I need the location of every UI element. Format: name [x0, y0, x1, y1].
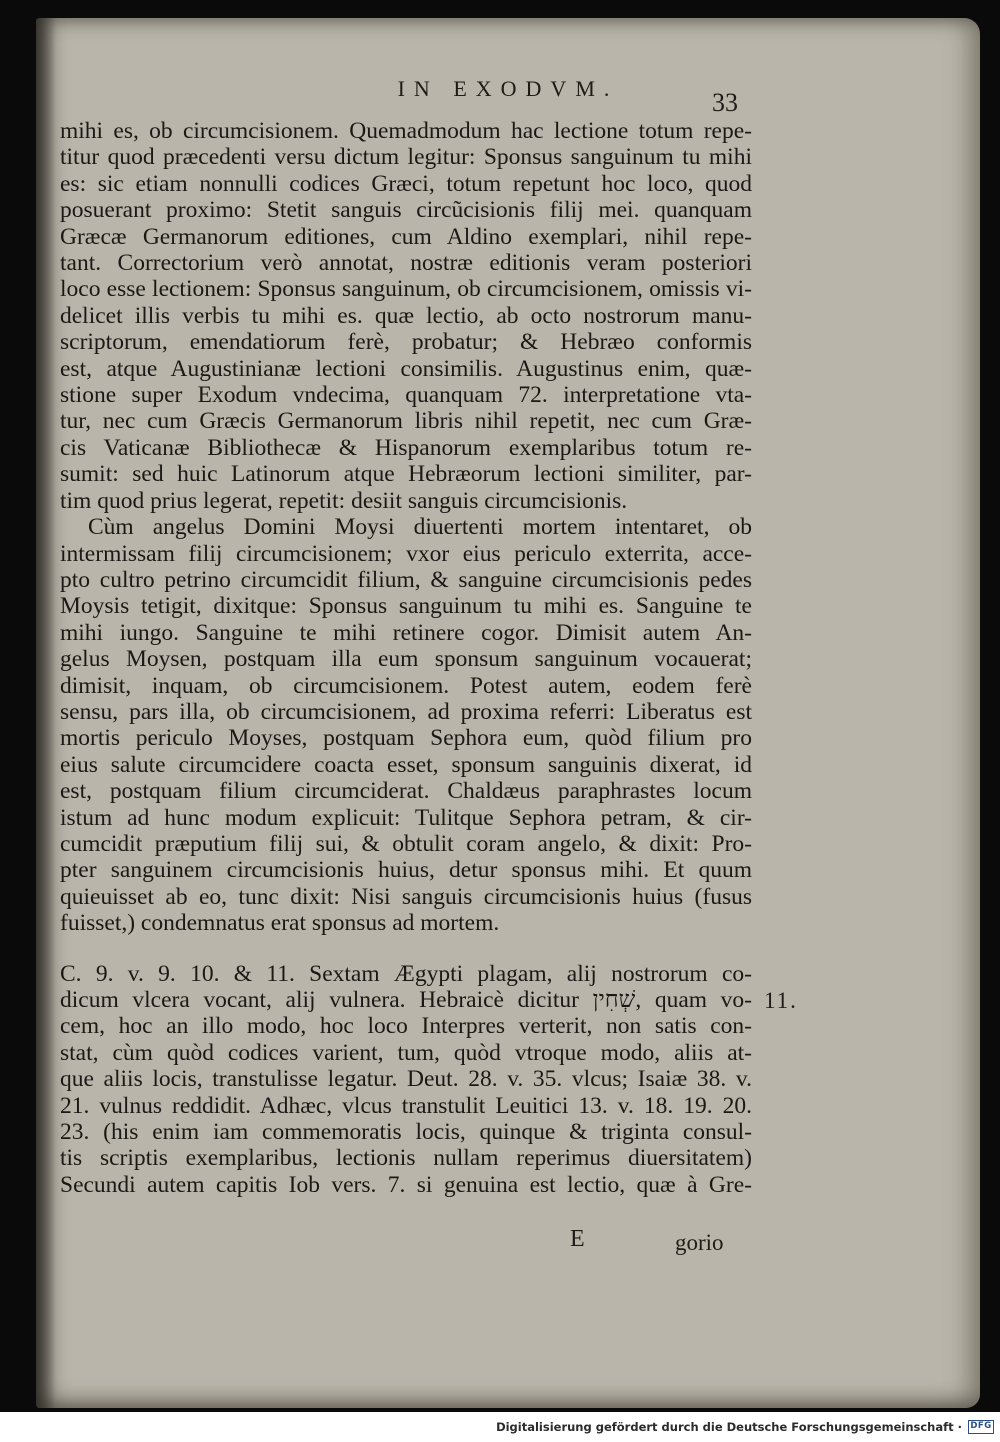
text-line: Secundi autem capitis Iob vers. 7. si genuina est lectio, quæ à Gre- — [60, 1171, 752, 1198]
margin-note: 11. — [764, 988, 798, 1013]
text-line: gelus Moysen, postquam illa eum sponsum sanguinum vocauerat; — [60, 646, 752, 673]
text-line: pter sanguinem circumcisionis huius, detur sponsus mihi. Et quum — [60, 857, 752, 884]
text-line: tis scriptis exemplaribus, lectionis nullam reperimus diuersitatem) — [60, 1145, 752, 1172]
text-line: delicet illis verbis tu mihi es. quæ lectio, ab octo nostrorum manu- — [60, 302, 752, 329]
book-page — [36, 18, 980, 1408]
text-line: est, postquam filium circumciderat. Chaldæus paraphrastes locum — [60, 778, 752, 805]
page-number: 33 — [712, 88, 738, 117]
text-line: tant. Correctorium verò annotat, nostræ editionis veram posteriori — [60, 250, 752, 277]
text-line: dicum vlcera vocant, alij vulnera. Hebraicè dicitur שְׁחִין, quam vo- — [60, 987, 752, 1013]
text-line: 23. (his enim iam commemoratis locis, quinque & triginta consul- — [60, 1119, 752, 1146]
text-line: eius salute circumcidere coacta esset, sponsum sanguinis dixerat, id — [60, 751, 752, 778]
main-text — [60, 118, 752, 1198]
paragraph-1 — [60, 118, 752, 514]
text-line: intermissam filij circumcisionem; vxor eius periculo exterrita, acce- — [60, 540, 752, 567]
text-line: sumit: sed huic Latinorum atque Hebræorum lectioni similiter, par- — [60, 461, 752, 488]
page-binding-shadow — [36, 18, 56, 1408]
text-line: scriptorum, emendatiorum ferè, probatur; & Hebræo conformis — [60, 329, 752, 356]
text-line: stat, cùm quòd codices varient, tum, quòd vtroque modo, aliis at- — [60, 1039, 752, 1066]
text-line: istum ad hunc modum explicuit: Tulitque Sephora petram, & cir- — [60, 804, 752, 831]
text-line: mihi iungo. Sanguine te mihi retinere cogor. Dimisit autem An- — [60, 619, 752, 646]
text-line: titur quod præcedenti versu dictum legitur: Sponsus sanguinum tu mihi — [60, 144, 752, 171]
digitization-footer — [0, 1412, 1000, 1442]
text-line: fuisset,) condemnatus erat sponsus ad mortem. — [60, 910, 500, 937]
text-line: sensu, pars illa, ob circumcisionem, ad proxima referri: Liberatus est — [60, 698, 752, 725]
section-gap — [60, 937, 752, 961]
text-line: pto cultro petrino circumcidit filium, & sanguine circumcisionis pedes — [60, 566, 752, 593]
text-line: dimisit, inquam, ob circumcisionem. Potest autem, eodem ferè — [60, 672, 752, 699]
signature-mark: E — [570, 1226, 585, 1252]
dfg-logo-icon: DFG — [968, 1420, 994, 1434]
text-line: loco esse lectionem: Sponsus sanguinum, ob circumcisionem, omissis vi- — [60, 276, 752, 303]
text-line: que aliis locis, transtulisse legatur. Deut. 28. v. 35. vlcus; Isaiæ 38. v. — [60, 1066, 752, 1093]
text-line: C. 9. v. 9. 10. & 11. Sextam Ægypti plagam, alij nostrorum co- — [60, 960, 752, 987]
text-line: tur, nec cum Græcis Germanorum libris nihil repetit, nec cum Græ- — [60, 408, 752, 435]
text-line: cis Vaticanæ Bibliothecæ & Hispanorum exemplaribus totum re- — [60, 434, 752, 461]
text-line: cumcidit præputium filij sui, & obtulit coram angelo, & dixit: Pro- — [60, 830, 752, 857]
text-line: Cùm angelus Domini Moysi diuertenti mortem intentaret, ob — [88, 514, 752, 541]
text-line: Græcæ Germanorum editiones, cum Aldino exemplari, nihil repe- — [60, 223, 752, 250]
text-line: 21. vulnus reddidit. Adhæc, vlcus transtulit Leuitici 13. v. 18. 19. 20. — [60, 1092, 752, 1119]
paragraph-2 — [60, 514, 752, 937]
text-line: posuerant proximo: Stetit sanguis circũcisionis filij mei. quanquam — [60, 197, 752, 224]
text-line: est, atque Augustinianæ lectioni consimilis. Augustinus enim, quæ- — [60, 355, 752, 382]
funding-credit: Digitalisierung gefördert durch die Deutsche Forschungsgemeinschaft · — [496, 1420, 962, 1434]
running-head: IN EXODVM. — [397, 76, 619, 101]
paragraph-3 — [60, 961, 752, 1199]
text-line: Moysis tetigit, dixitque: Sponsus sanguinum tu mihi es. Sanguine te — [60, 593, 752, 620]
catchword: gorio — [675, 1230, 724, 1255]
text-line: mihi es, ob circumcisionem. Quemadmodum hac lectione totum repe- — [60, 118, 752, 144]
text-line: es: sic etiam nonnulli codices Græci, totum repetunt hoc loco, quod — [60, 170, 752, 197]
text-line: tim quod prius legerat, repetit: desiit sanguis circumcisionis. — [60, 487, 628, 514]
text-line: cem, hoc an illo modo, hoc loco Interpres verterit, non satis con- — [60, 1013, 752, 1040]
text-line: quieuisset ab eo, tunc dixit: Nisi sanguis circumcisionis huius (fusus — [60, 883, 752, 910]
text-line: mortis periculo Moyses, postquam Sephora eum, quòd filium pro — [60, 725, 752, 752]
text-line: stione super Exodum vndecima, quanquam 72. interpretatione vta- — [60, 382, 752, 409]
